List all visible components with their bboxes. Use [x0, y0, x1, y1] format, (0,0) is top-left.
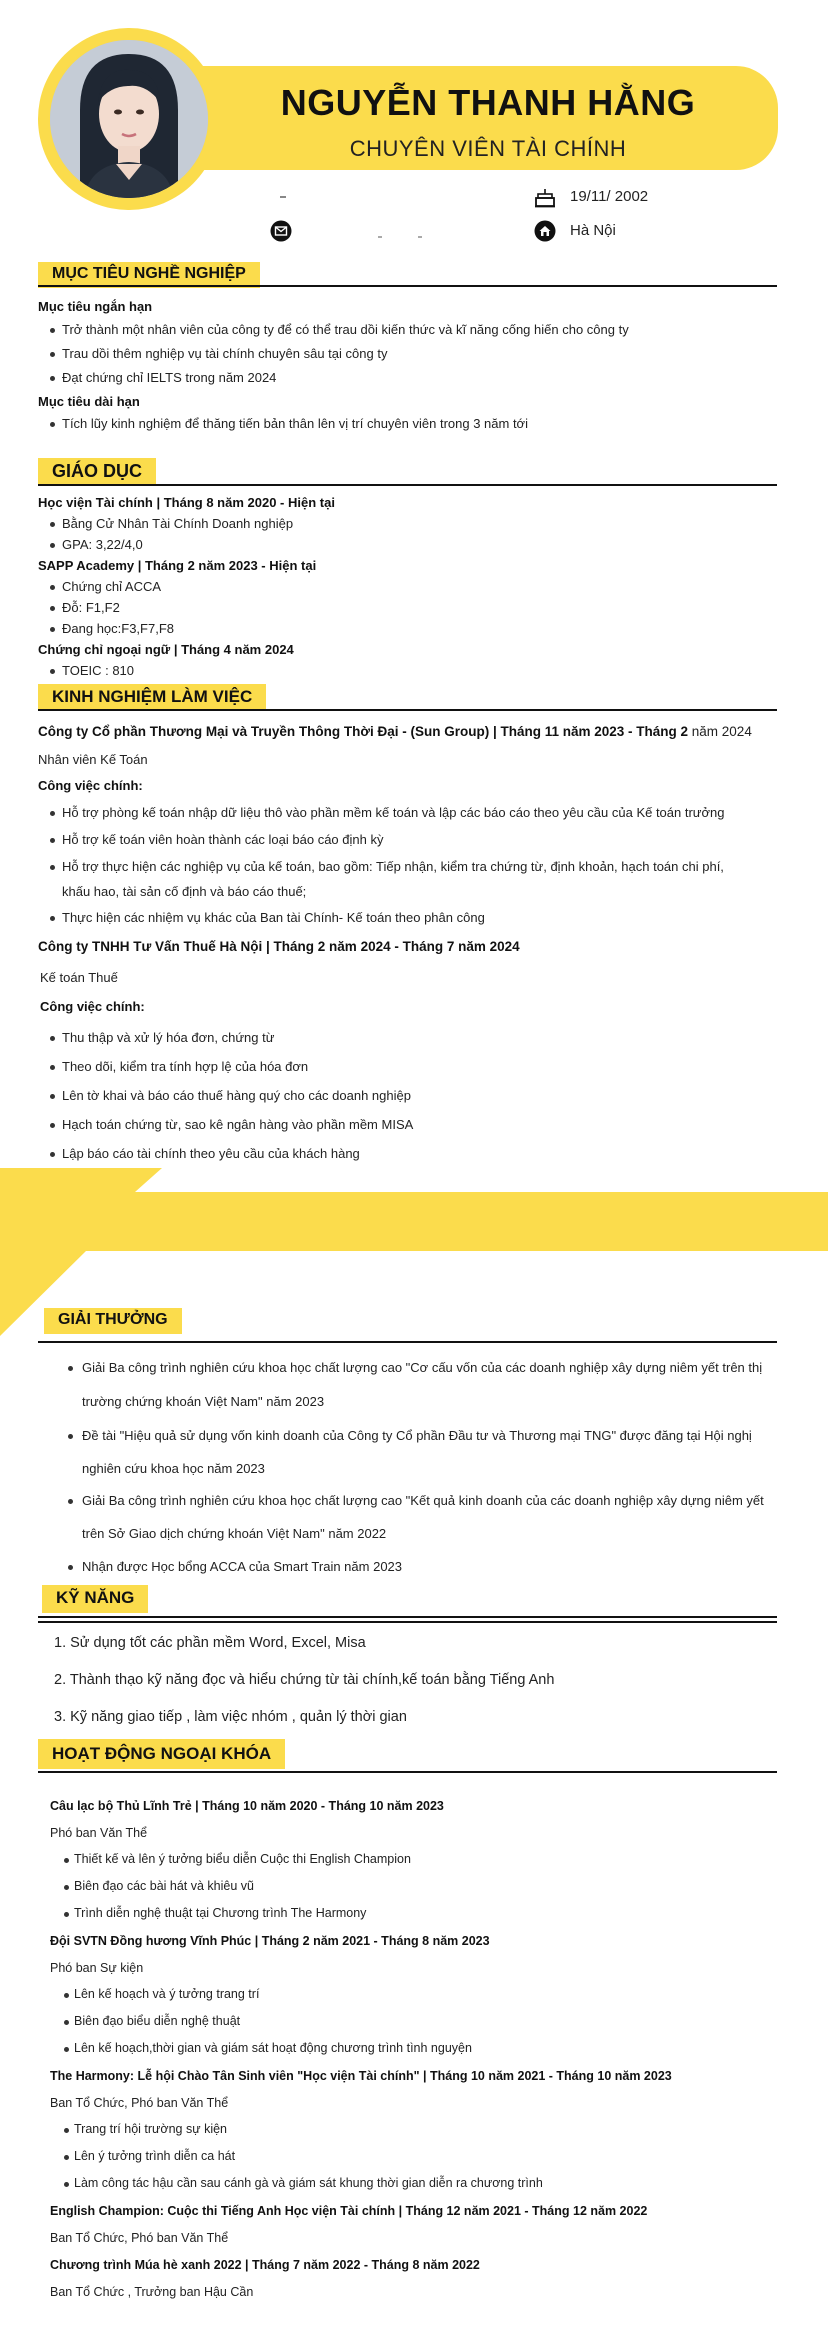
avatar	[50, 40, 208, 198]
bullet-icon	[50, 865, 55, 870]
bullet-icon	[64, 2128, 69, 2133]
award-line: trường chứng khoán Việt Nam" năm 2023	[82, 1394, 325, 1409]
education-title: Học viện Tài chính | Tháng 8 năm 2020 - Hiện tại	[38, 495, 335, 510]
activity-item: Làm công tác hậu cần sau cánh gà và giám sát khung thời gian diễn ra chương trình	[74, 2176, 543, 2190]
activity-role: Phó ban Sự kiện	[50, 1961, 144, 1975]
bullet-icon	[64, 1858, 69, 1863]
bullet-icon	[50, 606, 55, 611]
job2-duty: Lên tờ khai và báo cáo thuế hàng quý cho các doanh nghiệp	[62, 1088, 411, 1103]
bullet-icon	[50, 522, 55, 527]
bullet-icon	[50, 352, 55, 357]
section-divider	[38, 1621, 777, 1623]
activity-item: Lên kế hoạch và ý tưởng trang trí	[74, 1987, 260, 2001]
bullet-icon	[50, 1152, 55, 1157]
award-line: nghiên cứu khoa học năm 2023	[82, 1461, 265, 1476]
activity-item: Lên ý tưởng trình diễn ca hát	[74, 2149, 236, 2163]
bullet-icon	[50, 811, 55, 816]
bullet-icon	[50, 1065, 55, 1070]
section-heading-experience: KINH NGHIỆM LÀM VIỆC	[38, 684, 266, 710]
location-value: Hà Nội	[570, 222, 616, 239]
activity-item: Trang trí hội trường sự kiện	[74, 2122, 227, 2136]
job1-position: Nhân viên Kế Toán	[38, 752, 148, 767]
job1-duty: Hỗ trợ thực hiện các nghiệp vụ của kế toán, bao gồm: Tiếp nhận, kiểm tra chứng từ, định khoản, hạch toán chi phí,	[62, 859, 724, 874]
activity-item: Thiết kế và lên ý tưởng biểu diễn Cuộc thi English Champion	[74, 1852, 411, 1866]
bullet-icon	[64, 2155, 69, 2160]
bullet-icon	[50, 838, 55, 843]
education-item: Đang học:F3,F7,F8	[62, 621, 174, 636]
bullet-icon	[68, 1366, 73, 1371]
award-line: Đề tài "Hiệu quả sử dụng vốn kinh doanh của Công ty Cổ phần Đầu tư và Thương mại TNG" được đăng tại Hội nghị	[82, 1428, 752, 1443]
home-icon	[534, 220, 554, 240]
bullet-icon	[64, 1993, 69, 1998]
job-title: CHUYÊN VIÊN TÀI CHÍNH	[349, 136, 627, 161]
portrait-photo	[50, 40, 208, 198]
skill-item: 2. Thành thạo kỹ năng đọc và hiểu chứng từ tài chính,kế toán bằng Tiếng Anh	[54, 1672, 555, 1688]
job2-duty: Thu thập và xử lý hóa đơn, chứng từ	[62, 1030, 275, 1045]
section-divider	[38, 1341, 777, 1343]
activity-item: Trình diễn nghệ thuật tại Chương trình The Harmony	[74, 1906, 367, 1920]
bullet-icon	[64, 1885, 69, 1890]
birthday-value: 19/11/ 2002	[570, 188, 649, 205]
section-divider	[38, 709, 777, 711]
short-term-title: Mục tiêu ngắn hạn	[38, 299, 153, 314]
job1-company	[38, 724, 752, 739]
education-item: Bằng Cử Nhân Tài Chính Doanh nghiệp	[62, 516, 294, 531]
bullet-icon	[50, 916, 55, 921]
bullet-icon	[64, 2020, 69, 2025]
education-item: Đỗ: F1,F2	[62, 600, 120, 615]
skill-item: 3. Kỹ năng giao tiếp , làm việc nhóm , quản lý thời gian	[54, 1709, 407, 1725]
job1-duty: Hỗ trợ kế toán viên hoàn thành các loại báo cáo định kỳ	[62, 832, 384, 847]
job1-duty: Thực hiện các nhiệm vụ khác của Ban tài Chính- Kế toán theo phân công	[62, 910, 485, 925]
job2-company: Công ty TNHH Tư Vấn Thuế Hà Nội | Tháng 2 năm 2024 - Tháng 7 năm 2024	[38, 939, 520, 954]
phone-placeholder	[280, 196, 286, 198]
bullet-icon	[50, 1094, 55, 1099]
bullet-icon	[50, 585, 55, 590]
activity-title: English Champion: Cuộc thi Tiếng Anh Học viện Tài chính | Tháng 12 năm 2021 - Tháng 12 năm 2022	[50, 2204, 648, 2218]
skill-item: 1. Sử dụng tốt các phần mềm Word, Excel, Misa	[54, 1635, 366, 1651]
section-divider	[38, 1616, 777, 1618]
email-placeholder	[378, 236, 382, 238]
activity-item: Biên đạo biểu diễn nghệ thuật	[74, 2014, 241, 2028]
education-item: TOEIC : 810	[62, 663, 135, 678]
section-heading-objectives: MỤC TIÊU NGHỀ NGHIỆP	[38, 262, 260, 288]
activity-role: Ban Tổ Chức , Trưởng ban Hậu Cần	[50, 2285, 254, 2299]
bullet-icon	[64, 1912, 69, 1917]
bullet-icon	[68, 1499, 73, 1504]
activity-role: Ban Tổ Chức, Phó ban Văn Thể	[50, 2096, 229, 2110]
bullet-icon	[50, 627, 55, 632]
award-line: Giải Ba công trình nghiên cứu khoa học chất lượng cao "Kết quả kinh doanh của các doanh nghiệp xây dựng niêm yết	[82, 1493, 764, 1508]
bullet-icon	[50, 328, 55, 333]
section-heading-education: GIÁO DỤC	[38, 458, 156, 486]
job2-duties-title: Công việc chính:	[40, 999, 145, 1014]
full-name: NGUYỄN THANH HẰNG	[280, 82, 696, 123]
bullet-icon	[68, 1565, 73, 1570]
education-title: SAPP Academy | Tháng 2 năm 2023 - Hiện tại	[38, 558, 317, 573]
long-term-title: Mục tiêu dài hạn	[38, 394, 140, 409]
education-item: Chứng chỉ ACCA	[62, 579, 162, 594]
bullet-icon	[50, 376, 55, 381]
award-line: Giải Ba công trình nghiên cứu khoa học chất lượng cao "Cơ cấu vốn của các doanh nghiệp xây dựng niêm yết trên thị	[82, 1360, 763, 1375]
bullet-icon	[50, 422, 55, 427]
long-term-item: Tích lũy kinh nghiệm để thăng tiến bản thân lên vị trí chuyên viên trong 3 năm tới	[62, 416, 528, 431]
bullet-icon	[68, 1434, 73, 1439]
activity-role: Ban Tổ Chức, Phó ban Văn Thể	[50, 2231, 229, 2245]
section-divider	[38, 484, 777, 486]
job2-position: Kế toán Thuế	[40, 970, 118, 985]
job1-company-name: Công ty Cổ phần Thương Mại và Truyền Thông Thời Đại - (Sun Group) | Tháng 11 năm 2023 - Tháng 2	[38, 724, 689, 739]
award-line: Nhận được Học bổng ACCA của Smart Train năm 2023	[82, 1559, 403, 1574]
cake-icon	[534, 186, 554, 206]
section-heading-activities: HOẠT ĐỘNG NGOẠI KHÓA	[38, 1739, 285, 1769]
job1-duties-title: Công việc chính:	[38, 778, 143, 793]
activity-item: Biên đạo các bài hát và khiêu vũ	[74, 1879, 254, 1893]
job2-duty: Theo dõi, kiểm tra tính hợp lệ của hóa đơn	[62, 1059, 309, 1074]
section-heading-awards: GIẢI THƯỞNG	[44, 1308, 182, 1334]
short-term-item: Đạt chứng chỉ IELTS trong năm 2024	[62, 370, 277, 385]
bullet-icon	[50, 669, 55, 674]
activity-title: Câu lạc bộ Thủ Lĩnh Trẻ | Tháng 10 năm 2020 - Tháng 10 năm 2023	[50, 1799, 444, 1813]
activity-title: Đội SVTN Đồng hương Vĩnh Phúc | Tháng 2 năm 2021 - Tháng 8 năm 2023	[50, 1934, 490, 1948]
section-divider	[38, 1771, 777, 1773]
bullet-icon	[64, 2047, 69, 2052]
bullet-icon	[50, 1123, 55, 1128]
activity-title: The Harmony: Lễ hội Chào Tân Sinh viên "Học viện Tài chính" | Tháng 10 năm 2021 - Tháng 10 năm 2023	[50, 2069, 672, 2083]
bullet-icon	[50, 1036, 55, 1041]
activity-item: Lên kế hoạch,thời gian và giám sát hoạt động chương trình tình nguyện	[74, 2041, 472, 2055]
activity-title: Chương trình Múa hè xanh 2022 | Tháng 7 năm 2022 - Tháng 8 năm 2022	[50, 2258, 480, 2272]
job1-duty: Hỗ trợ phòng kế toán nhập dữ liệu thô vào phần mềm kế toán và lập các báo cáo theo yêu cầu của Kế toán trưởng	[62, 805, 725, 820]
mail-icon	[270, 220, 290, 240]
email-placeholder	[418, 236, 422, 238]
short-term-item: Trau dồi thêm nghiệp vụ tài chính chuyên sâu tại công ty	[62, 346, 388, 361]
education-title: Chứng chỉ ngoại ngữ | Tháng 4 năm 2024	[38, 642, 294, 657]
education-item: GPA: 3,22/4,0	[62, 537, 143, 552]
short-term-item: Trở thành một nhân viên của công ty để có thể trau dồi kiến thức và kĩ năng cống hiến cho công ty	[62, 322, 629, 337]
job2-duty: Lập báo cáo tài chính theo yêu cầu của khách hàng	[62, 1146, 360, 1161]
bullet-icon	[50, 543, 55, 548]
job2-duty: Hạch toán chứng từ, sao kê ngân hàng vào phần mềm MISA	[62, 1117, 414, 1132]
award-line: trên Sở Giao dịch chứng khoán Việt Nam" năm 2022	[82, 1526, 387, 1541]
section-heading-skills: KỸ NĂNG	[42, 1585, 148, 1613]
activity-role: Phó ban Văn Thể	[50, 1826, 148, 1840]
section-divider	[38, 285, 777, 287]
job1-duty-cont: khấu hao, tài sản cố định và báo cáo thuế;	[62, 884, 307, 899]
job1-company-tail: năm 2024	[688, 724, 752, 739]
bullet-icon	[64, 2182, 69, 2187]
